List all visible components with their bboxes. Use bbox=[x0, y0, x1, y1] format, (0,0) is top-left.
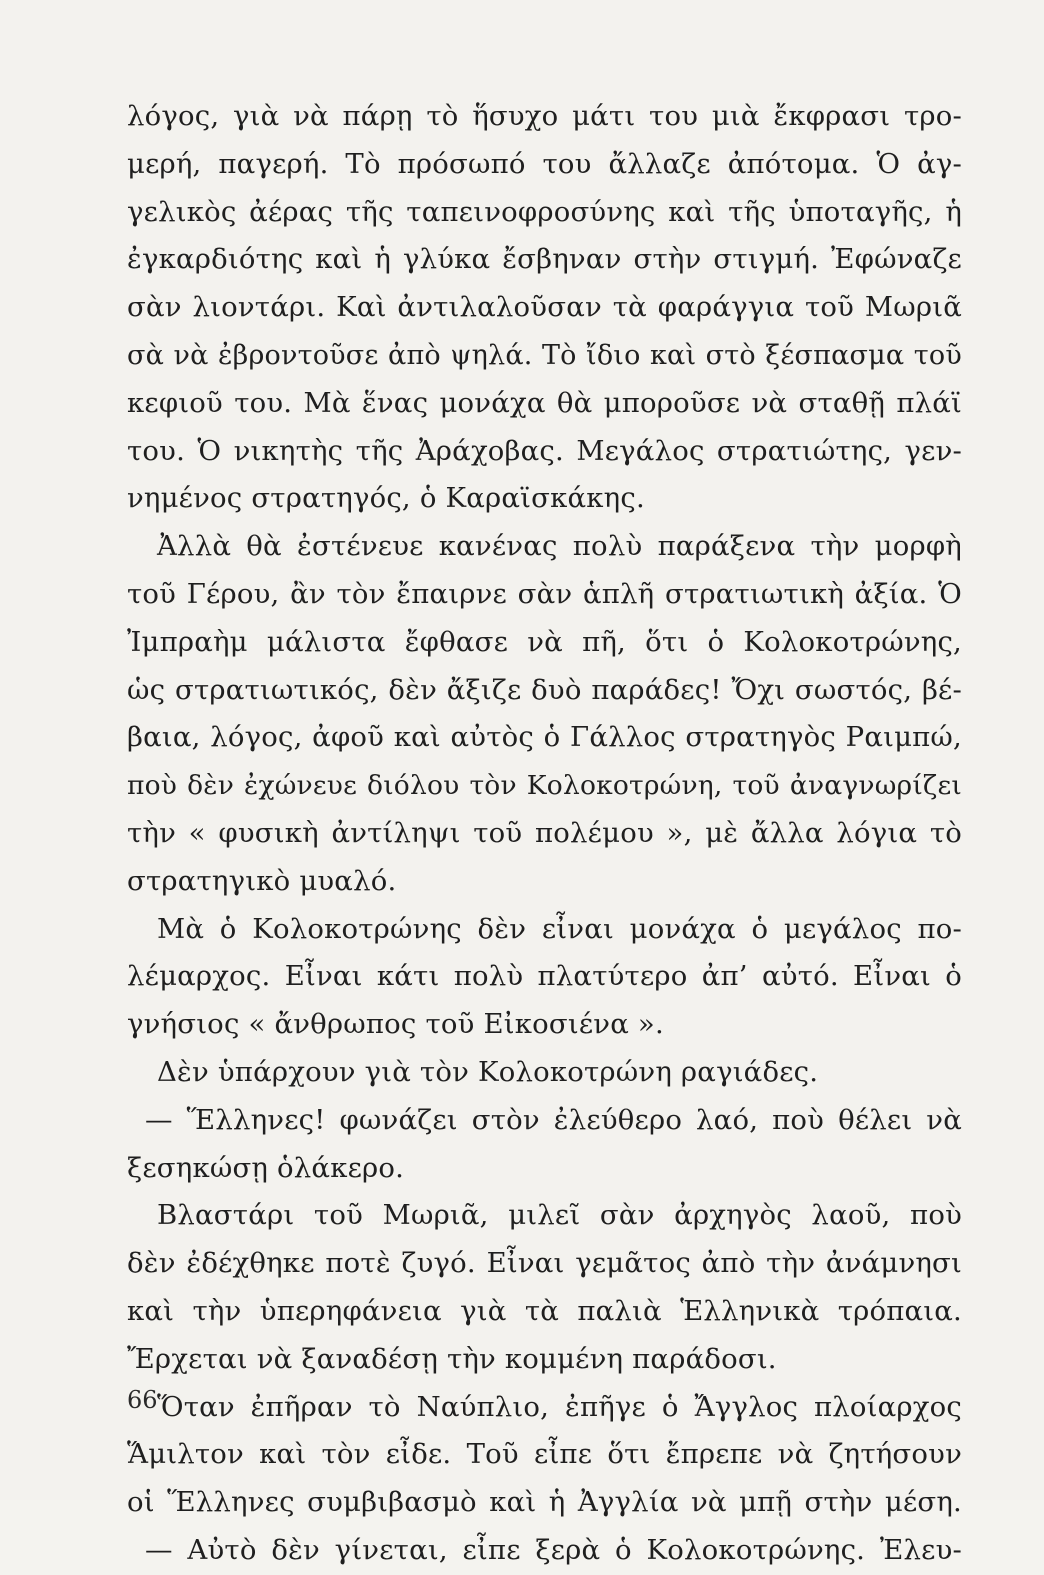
text-line: σὰ νὰ ἐβροντοῦσε ἀπὸ ψηλά. Τὸ ἴδιο καὶ στὸ ξέσπασμα τοῦ bbox=[127, 339, 962, 371]
text-line: μερή, παγερή. Τὸ πρόσωπό του ἄλλαζε ἀπότομα. Ὁ ἀγ- bbox=[127, 147, 962, 180]
text-line: νημένος στρατηγός, ὁ Καραϊσκάκης. bbox=[127, 482, 645, 515]
text-line: γελικὸς ἀέρας τῆς ταπεινοφροσύνης καὶ τῆς ὑποταγῆς, ἡ bbox=[127, 195, 962, 228]
text-line: — Αὐτὸ δὲν γίνεται, εἶπε ξερὰ ὁ Κολοκοτρώνης. Ἐλευ- bbox=[145, 1533, 962, 1566]
text-line: ὡς στρατιωτικός, δὲν ἄξιζε δυὸ παράδες! Ὄχι σωστός, βέ- bbox=[127, 673, 962, 706]
text-line: γνήσιος « ἄνθρωπος τοῦ Εἰκοσιένα ». bbox=[127, 1008, 664, 1041]
text-line: λόγος, γιὰ νὰ πάρῃ τὸ ἥσυχο μάτι του μιὰ ἔκφρασι τρο- bbox=[127, 100, 962, 132]
text-line: τοῦ Γέρου, ἂν τὸν ἔπαιρνε σὰν ἁπλῆ στρατιωτικὴ ἀξία. Ὁ bbox=[127, 577, 962, 610]
text-line: Ἔρχεται νὰ ξαναδέσῃ τὴν κομμένη παράδοσι. bbox=[127, 1342, 777, 1375]
text-line: Ὅταν ἐπῆραν τὸ Ναύπλιο, ἐπῆγε ὁ Ἄγγλος πλοίαρχος bbox=[157, 1390, 962, 1423]
text-line: Δὲν ὑπάρχουν γιὰ τὸν Κολοκοτρώνη ραγιάδες. bbox=[157, 1055, 819, 1088]
text-line: Ἰμπραὴμ μάλιστα ἔφθασε νὰ πῆ, ὅτι ὁ Κολοκοτρώνης, bbox=[127, 625, 962, 658]
text-line: ἐγκαρδιότης καὶ ἡ γλύκα ἔσβηναν στὴν στιγμή. Ἐφώναζε bbox=[127, 243, 962, 276]
text-line: βαια, λόγος, ἀφοῦ καὶ αὐτὸς ὁ Γάλλος στρατηγὸς Ραιμπώ, bbox=[127, 721, 962, 754]
text-line: Βλαστάρι τοῦ Μωριᾶ, μιλεῖ σὰν ἀρχηγὸς λαοῦ, ποὺ bbox=[157, 1199, 962, 1232]
text-line: Ἅμιλτον καὶ τὸν εἶδε. Τοῦ εἶπε ὅτι ἔπρεπε νὰ ζητήσουν bbox=[127, 1438, 962, 1471]
text-line: στρατηγικὸ μυαλό. bbox=[127, 864, 397, 897]
text-line: σὰν λιοντάρι. Καὶ ἀντιλαλοῦσαν τὰ φαράγγια τοῦ Μωριᾶ bbox=[127, 291, 962, 324]
text-line: Ἀλλὰ θὰ ἐστένευε κανένας πολὺ παράξενα τὴν μορφὴ bbox=[157, 530, 962, 563]
text-line: καὶ τὴν ὑπερηφάνεια γιὰ τὰ παλιὰ Ἑλληνικὰ τρόπαια. bbox=[127, 1294, 962, 1327]
text-line: — Ἕλληνες! φωνάζει στὸν ἐλεύθερο λαό, ποὺ θέλει νὰ bbox=[145, 1103, 962, 1136]
text-line: του. Ὁ νικητὴς τῆς Ἀράχοβας. Μεγάλος στρατιώτης, γεν- bbox=[127, 434, 962, 467]
text-line: δὲν ἐδέχθηκε ποτὲ ζυγό. Εἶναι γεμᾶτος ἀπὸ τὴν ἀνάμνησι bbox=[127, 1247, 962, 1280]
text-line: Μὰ ὁ Κολοκοτρώνης δὲν εἶναι μονάχα ὁ μεγάλος πο- bbox=[157, 912, 962, 945]
text-line: ποὺ δὲν ἐχώνευε διόλου τὸν Κολοκοτρώνη, τοῦ ἀναγνωρίζει bbox=[127, 770, 962, 802]
text-line: τὴν « φυσικὴ ἀντίληψι τοῦ πολέμου », μὲ ἄλλα λόγια τὸ bbox=[127, 816, 962, 849]
page-number: 66 bbox=[127, 1386, 158, 1414]
text-line: ξεσηκώσῃ ὁλάκερο. bbox=[127, 1151, 405, 1184]
text-line: οἱ Ἕλληνες συμβιβασμὸ καὶ ἡ Ἀγγλία νὰ μπῇ στὴν μέση. bbox=[127, 1486, 962, 1519]
text-line: λέμαρχος. Εἶναι κάτι πολὺ πλατύτερο ἀπ’ αὐτό. Εἶναι ὁ bbox=[127, 960, 962, 993]
body-text bbox=[127, 93, 962, 1575]
text-line: κεφιοῦ του. Μὰ ἕνας μονάχα θὰ μποροῦσε νὰ σταθῇ πλάϊ bbox=[127, 386, 962, 419]
